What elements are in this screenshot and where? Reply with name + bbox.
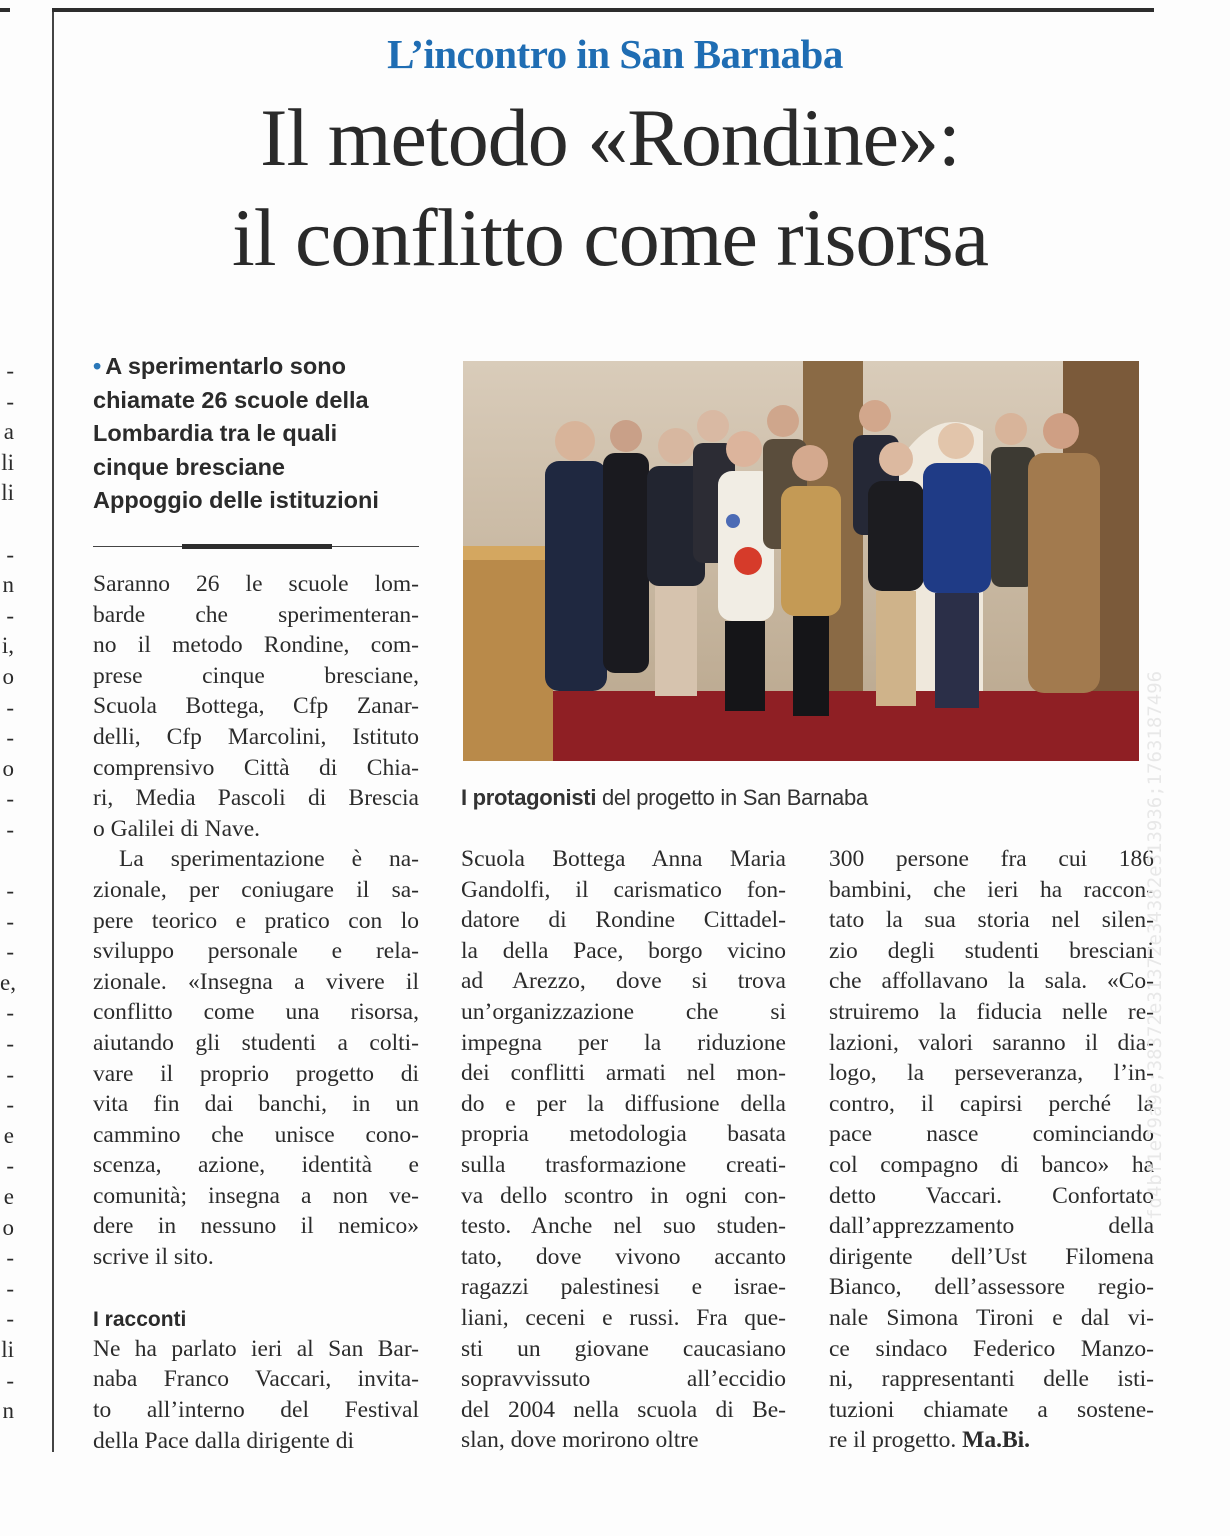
text-line: aiutando gli studenti a colti- bbox=[93, 1029, 419, 1056]
caption-bold: I protagonisti bbox=[461, 785, 597, 810]
body-column-1 bbox=[93, 569, 419, 1456]
bullet-icon: • bbox=[93, 353, 102, 379]
body-column-3 bbox=[829, 844, 1154, 1456]
summary-line: Lombardia tra le quali bbox=[93, 420, 338, 446]
left-fragment: - bbox=[6, 1092, 14, 1118]
text-line: impegna per la riduzione bbox=[461, 1029, 786, 1056]
left-fragment: li bbox=[1, 1337, 14, 1362]
text-line: vare il proprio progetto di bbox=[93, 1060, 419, 1087]
text-line: Scuola Bottega Anna Maria bbox=[461, 846, 786, 872]
left-fragment: - bbox=[6, 908, 14, 934]
text-line: struiremo la fiducia nelle re- bbox=[829, 998, 1154, 1025]
left-fragment: o bbox=[2, 755, 14, 781]
left-fragment: o bbox=[2, 1214, 14, 1240]
text-fragment: re il progetto. bbox=[829, 1427, 957, 1454]
text-line: propria metodologia basata bbox=[461, 1121, 786, 1148]
text-line: pace nasce cominciando bbox=[829, 1121, 1154, 1148]
left-fragment: li bbox=[1, 449, 14, 475]
text-line: no il metodo Rondine, com- bbox=[93, 632, 419, 659]
photo-caption bbox=[461, 785, 868, 811]
left-fragment: - bbox=[6, 602, 14, 628]
text-line: o Galilei di Nave. bbox=[93, 815, 261, 842]
left-fragment: n bbox=[2, 572, 14, 598]
left-fragment: - bbox=[6, 1245, 14, 1271]
left-fragment: n bbox=[2, 1398, 14, 1424]
text-line: lazioni, valori saranno il dia- bbox=[829, 1029, 1154, 1056]
summary-divider-accent bbox=[182, 544, 332, 549]
text-line: sviluppo personale e rela- bbox=[93, 938, 419, 965]
text-line: un’organizzazione che si bbox=[461, 998, 786, 1025]
text-line: prese cinque bresciane, bbox=[93, 662, 419, 689]
left-fragment: - bbox=[6, 388, 14, 414]
left-fragment: - bbox=[6, 1153, 14, 1179]
text-line: va dello scontro in ogni con- bbox=[461, 1182, 786, 1209]
author-signature: Ma.Bi. bbox=[962, 1427, 1031, 1454]
text-line: contro, il capirsi perché la bbox=[829, 1090, 1154, 1117]
text-line: zio degli studenti bresciani bbox=[829, 937, 1154, 964]
left-fragment: e bbox=[3, 1184, 14, 1210]
text-line: to all’interno del Festival bbox=[93, 1397, 419, 1424]
text-line: delli, Cfp Marcolini, Istituto bbox=[93, 723, 419, 750]
left-fragment: - bbox=[6, 1275, 14, 1301]
text-line: sulla trasformazione creati- bbox=[461, 1151, 786, 1178]
kicker: L’incontro in San Barnaba bbox=[387, 31, 843, 77]
text-line: cammino che unisce cono- bbox=[93, 1121, 419, 1148]
group-photo-illustration bbox=[463, 361, 1139, 761]
subheading: I racconti bbox=[93, 1308, 187, 1332]
text-line: ad Arezzo, dove si trova bbox=[461, 968, 786, 995]
left-fragment: - bbox=[6, 694, 14, 720]
text-line: dei conflitti armati nel mon- bbox=[461, 1060, 786, 1087]
text-line: che affollavano la sala. «Co- bbox=[829, 968, 1154, 995]
text-line: detto Vaccari. Confortato bbox=[829, 1182, 1154, 1209]
text-line: testo. Anche nel suo studen- bbox=[461, 1213, 786, 1240]
text-line: dirigente dell’Ust Filomena bbox=[829, 1243, 1154, 1270]
text-line: scenza, azione, identità e bbox=[93, 1152, 419, 1179]
text-line: zionale. «Insegna a vivere il bbox=[93, 968, 419, 995]
left-fragment bbox=[0, 509, 14, 540]
text-line: logo, la perseveranza, l’in- bbox=[829, 1060, 1154, 1087]
text-line: la della Pace, borgo vicino bbox=[461, 937, 786, 964]
text-line: del 2004 nella scuola di Be- bbox=[461, 1396, 786, 1423]
text-line: sopravvissuto all’eccidio bbox=[461, 1366, 786, 1393]
left-fragment: - bbox=[6, 1367, 14, 1393]
text-line: Gandolfi, il carismatico fon- bbox=[461, 876, 786, 903]
watermark: fd4bf1e79a9e;38372e31372e34382e313936;1763187496 bbox=[1144, 670, 1166, 1220]
left-fragment: - bbox=[6, 1031, 14, 1057]
article-photo bbox=[463, 361, 1139, 761]
left-fragment: - bbox=[6, 1306, 14, 1332]
text-line: tato la sua storia nel silen- bbox=[829, 907, 1154, 934]
text-line: comunità; insegna a non ve- bbox=[93, 1182, 419, 1209]
text-line: nale Simona Tironi e dal vi- bbox=[829, 1304, 1154, 1331]
text-line: Saranno 26 le scuole lom- bbox=[93, 571, 419, 597]
left-page-fragments bbox=[0, 356, 14, 1427]
column-divider bbox=[52, 12, 54, 1452]
left-fragment: - bbox=[6, 939, 14, 965]
text-line: ni, rappresentanti delle isti- bbox=[829, 1366, 1154, 1393]
text-line: liani, ceceni e russi. Fra que- bbox=[461, 1304, 786, 1331]
summary-line: cinque bresciane bbox=[93, 453, 285, 480]
text-line: scrive il sito. bbox=[93, 1244, 214, 1271]
text-line: vita fin dai banchi, in un bbox=[93, 1091, 419, 1118]
summary-line: Appoggio delle istituzioni bbox=[93, 487, 379, 513]
text-line: della Pace dalla dirigente di bbox=[93, 1427, 355, 1454]
left-page-rule bbox=[0, 8, 10, 12]
text-line: naba Franco Vaccari, invita- bbox=[93, 1366, 419, 1393]
text-line: 300 persone fra cui 186 bbox=[829, 846, 1154, 872]
left-fragment: - bbox=[6, 1061, 14, 1087]
left-fragment: - bbox=[6, 541, 14, 567]
text-line: datore di Rondine Cittadel- bbox=[461, 907, 786, 934]
text-line: pere teorico e pratico con lo bbox=[93, 907, 419, 934]
left-fragment: li bbox=[1, 480, 14, 506]
left-fragment: - bbox=[6, 816, 14, 842]
text-line: tato, dove vivono accanto bbox=[461, 1243, 786, 1270]
text-line: zionale, per coniugare il sa- bbox=[93, 876, 419, 903]
text-line bbox=[829, 1425, 1154, 1456]
text-line: col compagno di banco» ha bbox=[829, 1151, 1154, 1178]
text-line: comprensivo Città di Chia- bbox=[93, 754, 419, 781]
text-line: ri, Media Pascoli di Brescia bbox=[93, 785, 419, 812]
left-fragment: e, bbox=[0, 969, 16, 995]
summary-line: chiamate 26 scuole della bbox=[93, 386, 369, 413]
left-fragment: - bbox=[6, 725, 14, 751]
left-fragment: - bbox=[6, 358, 14, 383]
summary-box bbox=[93, 350, 423, 518]
body-column-2 bbox=[461, 844, 786, 1456]
text-line: sti un giovane caucasiano bbox=[461, 1335, 786, 1362]
text-line: do e per la diffusione della bbox=[461, 1090, 786, 1117]
text-line: Scuola Bottega, Cfp Zanar- bbox=[93, 693, 419, 720]
text-line: dere in nessuno il nemico» bbox=[93, 1213, 419, 1240]
headline-line-1: Il metodo «Rondine»: bbox=[260, 92, 960, 183]
text-line: tuzioni chiamate a sostene- bbox=[829, 1396, 1154, 1423]
text-line: conflitto come una risorsa, bbox=[93, 999, 419, 1026]
left-fragment: i, bbox=[1, 633, 14, 659]
text-line: bambini, che ieri ha raccon- bbox=[829, 876, 1154, 903]
left-fragment bbox=[0, 846, 14, 877]
left-fragment: - bbox=[6, 786, 14, 812]
headline-line-2: il conflitto come risorsa bbox=[231, 192, 989, 283]
text-line: Ne ha parlato ieri al San Bar- bbox=[93, 1335, 419, 1362]
text-line: barde che sperimenteran- bbox=[93, 601, 419, 628]
left-fragment: a bbox=[3, 419, 14, 445]
left-fragment: o bbox=[2, 663, 14, 689]
left-fragment: - bbox=[6, 878, 14, 904]
top-rule bbox=[52, 8, 1154, 12]
left-fragment: e bbox=[3, 1122, 14, 1148]
headline bbox=[60, 88, 1160, 288]
summary-line: • A sperimentarlo sono bbox=[93, 353, 346, 379]
text-line: La sperimentazione è na- bbox=[119, 846, 419, 873]
text-line: ce sindaco Federico Manzo- bbox=[829, 1335, 1154, 1362]
text-line: ragazzi palestinesi e israe- bbox=[461, 1274, 786, 1301]
text-line: dall’apprezzamento della bbox=[829, 1213, 1154, 1240]
text-line: slan, dove morirono oltre bbox=[461, 1427, 699, 1454]
left-fragment: - bbox=[6, 1000, 14, 1026]
text-line bbox=[93, 1273, 419, 1304]
caption-text: del progetto in San Barnaba bbox=[596, 785, 868, 810]
text-line: Bianco, dell’assessore regio- bbox=[829, 1274, 1154, 1301]
